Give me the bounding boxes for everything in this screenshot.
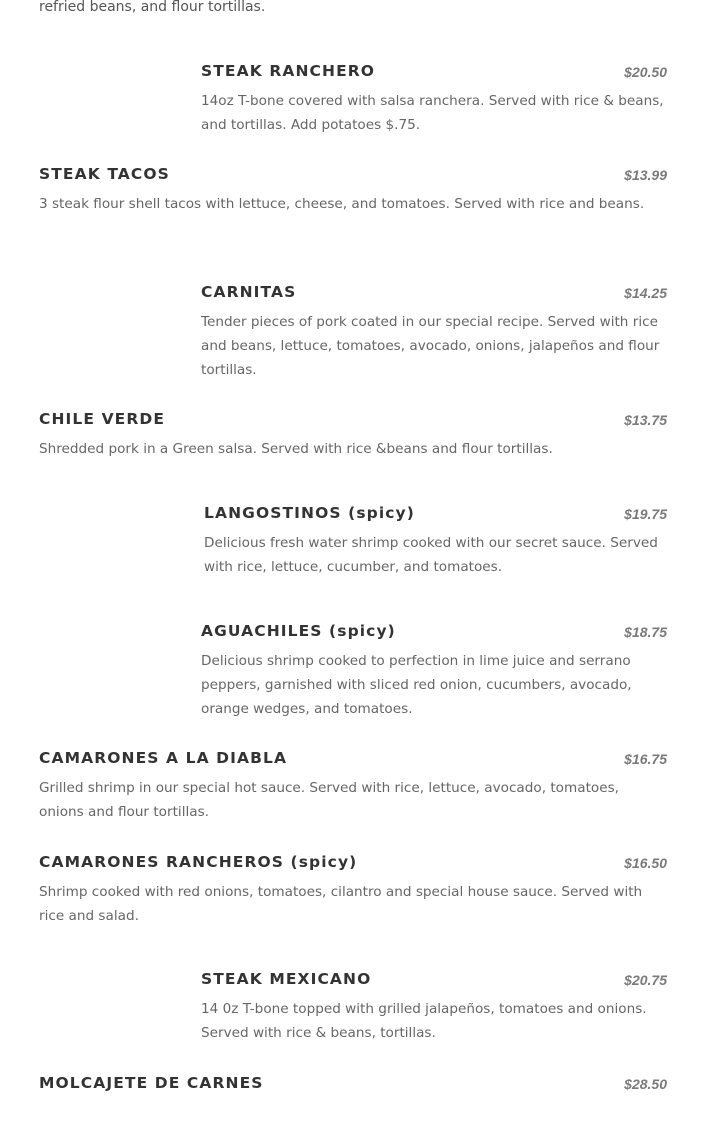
menu-item-description: Grilled shrimp in our special hot sauce. Served with rice, lettuce, avocado, tomatoes, onions and flour tortillas. xyxy=(39,780,619,820)
menu-item-description: Delicious shrimp cooked to perfection in lime juice and serrano peppers, garnished with sliced red onion, cucumbers, avocado, orange wedges, and tomatoes. xyxy=(201,653,632,717)
menu-item-price: $16.50 xyxy=(624,855,667,871)
menu-item-price: $20.75 xyxy=(624,972,667,988)
menu-item-steak-ranchero xyxy=(201,60,667,137)
menu-item-name: STEAK TACOS xyxy=(39,165,170,183)
menu-item-camarones-a-la-diabla xyxy=(39,747,667,824)
menu-item-name: CARNITAS xyxy=(201,283,297,301)
menu-item-name: CHILE VERDE xyxy=(39,410,166,428)
menu-item-chile-verde xyxy=(39,408,667,461)
menu-item-description: Tender pieces of pork coated in our special recipe. Served with rice and beans, lettuce, tomatoes, avocado, onions, jalapeños and flour tortillas. xyxy=(201,314,660,378)
menu-item-price: $16.75 xyxy=(624,751,667,767)
menu-item-price: $14.25 xyxy=(624,285,667,301)
menu-item-carnitas xyxy=(201,281,667,382)
menu-item-price: $13.75 xyxy=(624,412,667,428)
menu-item-name: MOLCAJETE DE CARNES xyxy=(39,1074,264,1092)
menu-item-description: Shredded pork in a Green salsa. Served with rice &beans and flour tortillas. xyxy=(39,441,553,457)
menu-item-price: $13.99 xyxy=(624,167,667,183)
menu-item-description: Delicious fresh water shrimp cooked with our secret sauce. Served with rice, lettuce, cucumber, and tomatoes. xyxy=(204,535,658,575)
menu-item-name: CAMARONES RANCHEROS (spicy) xyxy=(39,853,358,871)
menu-item-name: CAMARONES A LA DIABLA xyxy=(39,749,288,767)
menu-item-description: 14 0z T-bone topped with grilled jalapeños, tomatoes and onions. Served with rice & beans, tortillas. xyxy=(201,1001,647,1041)
menu-item-name: STEAK MEXICANO xyxy=(201,970,372,988)
menu-item-description: 14oz T-bone covered with salsa ranchera. Served with rice & beans, and tortillas. Add potatoes $.75. xyxy=(201,93,664,133)
menu-item-steak-tacos xyxy=(39,163,667,216)
menu-item-description: 3 steak flour shell tacos with lettuce, cheese, and tomatoes. Served with rice and beans. xyxy=(39,196,645,212)
menu-item-price: $20.50 xyxy=(624,64,667,80)
menu-item-price: $18.75 xyxy=(624,624,667,640)
menu-item-aguachiles xyxy=(201,620,667,721)
menu-item-camarones-rancheros xyxy=(39,851,667,928)
menu-item-steak-mexicano xyxy=(201,968,667,1045)
menu-item-price: $19.75 xyxy=(624,506,667,522)
menu-item-name: LANGOSTINOS (spicy) xyxy=(204,504,415,522)
menu-item-name: STEAK RANCHERO xyxy=(201,62,376,80)
menu-item-price: $28.50 xyxy=(624,1076,667,1092)
previous-item-description: refried beans, and flour tortillas. xyxy=(39,0,266,15)
menu-item-name: AGUACHILES (spicy) xyxy=(201,622,396,640)
menu-item-langostinos xyxy=(204,502,667,579)
menu-item-description: Shrimp cooked with red onions, tomatoes, cilantro and special house sauce. Served with rice and salad. xyxy=(39,884,643,924)
menu-item-molcajete-de-carnes xyxy=(39,1072,667,1094)
